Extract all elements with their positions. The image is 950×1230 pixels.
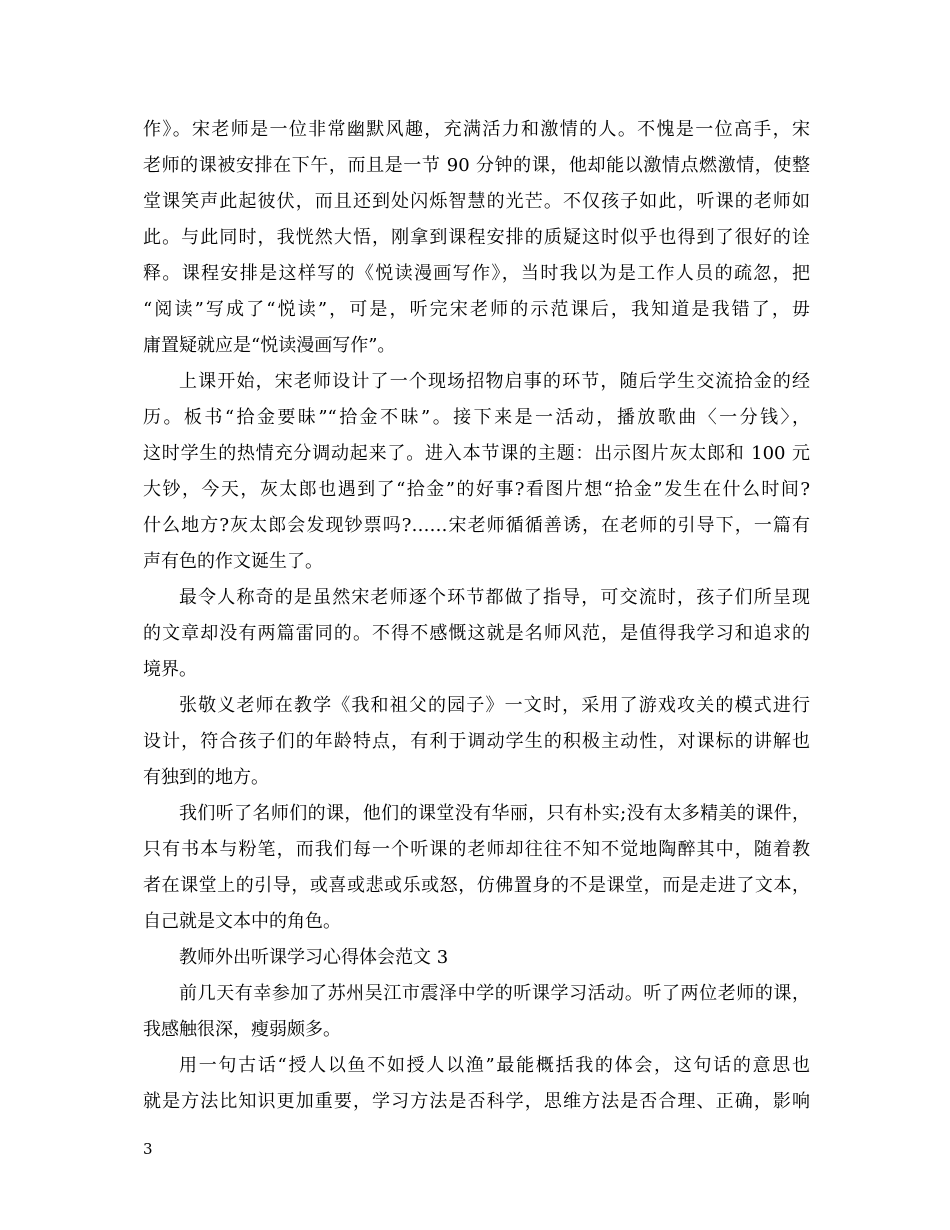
text-line: 设计，符合孩子们的年龄特点，有利于调动学生的积极主动性，对课标的讲解也 bbox=[143, 731, 810, 752]
text-line: 大钞，今天，灰太郎也遇到了“拾金”的好事?看图片想“拾金”发生在什么时间? bbox=[143, 479, 810, 500]
text-line: 声有色的作文诞生了。 bbox=[143, 551, 323, 572]
text-line: 我们听了名师们的课，他们的课堂没有华丽，只有朴实;没有太多精美的课件， bbox=[179, 803, 810, 824]
text-line: 自己就是文本中的角色。 bbox=[143, 911, 341, 932]
text-line: “阅读”写成了“悦读”，可是，听完宋老师的示范课后，我知道是我错了，毋 bbox=[143, 299, 810, 320]
text-line: 这时学生的热情充分调动起来了。进入本节课的主题：出示图片灰太郎和 100 元 bbox=[143, 443, 810, 464]
text-line: 的文章却没有两篇雷同的。不得不感慨这就是名师风范，是值得我学习和追求的 bbox=[143, 623, 810, 644]
text-line: 释。课程安排是这样写的《悦读漫画写作》，当时我以为是工作人员的疏忽，把 bbox=[143, 263, 810, 284]
text-line: 者在课堂上的引导，或喜或悲或乐或怒，仿佛置身的不是课堂，而是走进了文本， bbox=[143, 875, 810, 896]
text-line: 境界。 bbox=[143, 659, 197, 680]
text-line: 用一句古话“授人以鱼不如授人以渔”最能概括我的体会，这句话的意思也 bbox=[179, 1055, 810, 1076]
text-line: 我感触很深，瘦弱颇多。 bbox=[143, 1019, 341, 1040]
text-line: 就是方法比知识更加重要，学习方法是否科学，思维方法是否合理、正确，影响 bbox=[143, 1091, 810, 1112]
text-line: 什么地方?灰太郎会发现钞票吗?……宋老师循循善诱，在老师的引导下，一篇有 bbox=[143, 515, 810, 536]
text-line: 此。与此同时，我恍然大悟，刚拿到课程安排的质疑这时似乎也得到了很好的诠 bbox=[143, 227, 810, 248]
text-line: 作》。宋老师是一位非常幽默风趣，充满活力和激情的人。不愧是一位高手，宋 bbox=[143, 119, 810, 140]
text-line: 上课开始，宋老师设计了一个现场招物启事的环节，随后学生交流拾金的经 bbox=[179, 371, 810, 392]
text-line: 最令人称奇的是虽然宋老师逐个环节都做了指导，可交流时，孩子们所呈现 bbox=[179, 587, 810, 608]
text-line: 张敬义老师在教学《我和祖父的园子》一文时，采用了游戏攻关的模式进行 bbox=[179, 695, 810, 716]
page-number: 3 bbox=[143, 1140, 153, 1158]
text-line: 老师的课被安排在下午，而且是一节 90 分钟的课，他却能以激情点燃激情，使整 bbox=[143, 155, 810, 176]
text-line: 只有书本与粉笔，而我们每一个听课的老师却往往不知不觉地陶醉其中，随着教 bbox=[143, 839, 810, 860]
text-line: 庸置疑就应是“悦读漫画写作”。 bbox=[143, 335, 396, 356]
section-heading: 教师外出听课学习心得体会范文 3 bbox=[179, 947, 449, 968]
text-line: 有独到的地方。 bbox=[143, 767, 269, 788]
text-line: 前几天有幸参加了苏州吴江市震泽中学的听课学习活动。听了两位老师的课， bbox=[179, 983, 810, 1004]
text-line: 堂课笑声此起彼伏，而且还到处闪烁智慧的光芒。不仅孩子如此，听课的老师如 bbox=[143, 191, 810, 212]
text-line: 历。板书“拾金要昧”“拾金不昧”。接下来是一活动，播放歌曲〈一分钱〉， bbox=[143, 407, 810, 428]
